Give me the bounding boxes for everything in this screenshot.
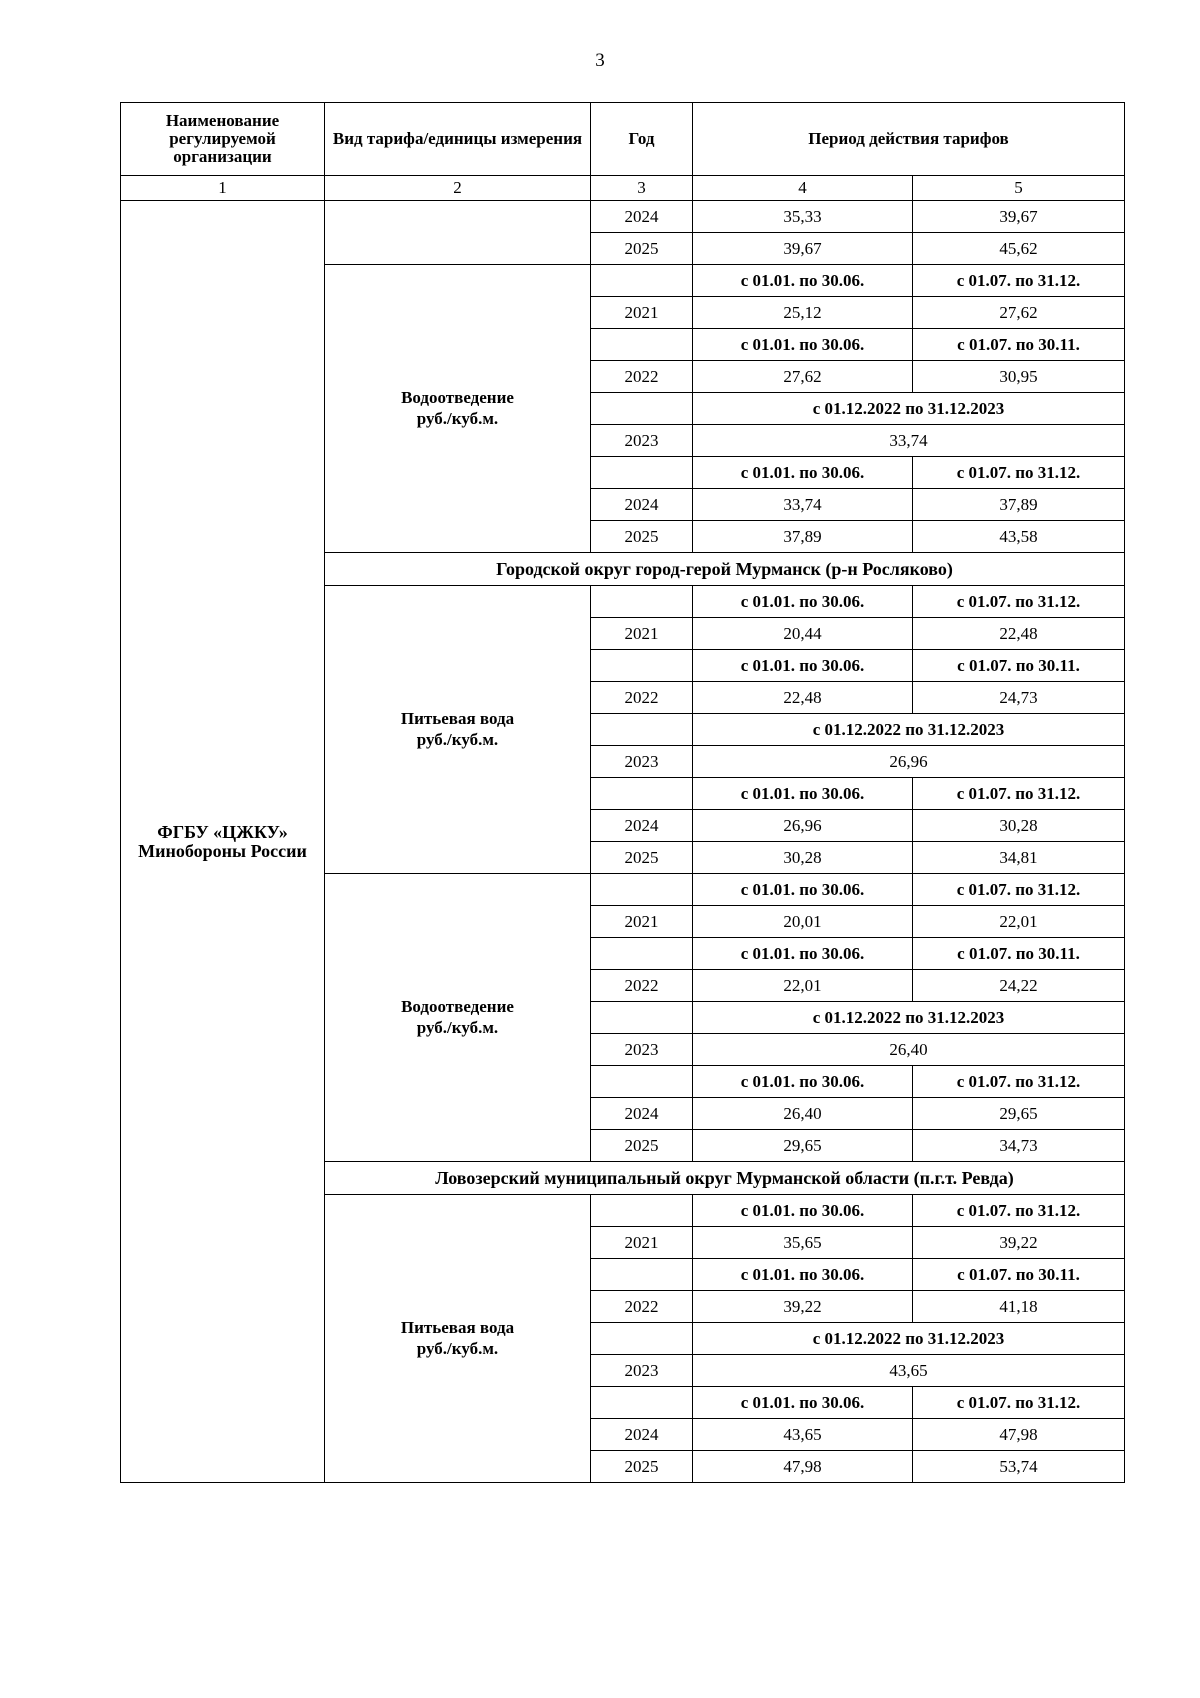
tariff-value: 30,95 [913, 361, 1125, 393]
year-cell: 2025 [591, 1451, 693, 1483]
tariff-value: 22,01 [693, 970, 913, 1002]
period-label: с 01.01. по 30.06. [693, 778, 913, 810]
tariff-unit: руб./куб.м. [416, 1017, 499, 1037]
year-cell: 2025 [591, 521, 693, 553]
tariff-value: 34,73 [913, 1130, 1125, 1162]
period-label: с 01.01. по 30.06. [693, 874, 913, 906]
column-number: 5 [913, 176, 1125, 201]
period-label: с 01.07. по 31.12. [913, 457, 1125, 489]
column-number: 3 [591, 176, 693, 201]
tariff-kind-name: Питьевая вода [400, 1318, 515, 1338]
tariff-kind-name: Водоотведение [401, 997, 514, 1017]
tariff-value: 41,18 [913, 1291, 1125, 1323]
year-cell-empty [591, 938, 693, 970]
year-cell-empty [591, 1002, 693, 1034]
period-label: с 01.01. по 30.06. [693, 938, 913, 970]
period-label: с 01.01. по 30.06. [693, 457, 913, 489]
year-cell-empty [591, 778, 693, 810]
period-label: с 01.01. по 30.06. [693, 1066, 913, 1098]
tariff-value: 24,73 [913, 682, 1125, 714]
header-kind: Вид тарифа/единицы измерения [325, 103, 591, 176]
tariff-value: 26,96 [693, 810, 913, 842]
tariff-value: 30,28 [913, 810, 1125, 842]
tariff-value: 22,01 [913, 906, 1125, 938]
tariff-value: 20,01 [693, 906, 913, 938]
year-cell-empty [591, 586, 693, 618]
header-period: Период действия тарифов [693, 103, 1125, 176]
year-cell: 2021 [591, 297, 693, 329]
tariff-value: 43,65 [693, 1355, 1125, 1387]
tariff-value: 22,48 [693, 682, 913, 714]
year-cell: 2022 [591, 970, 693, 1002]
year-cell: 2023 [591, 425, 693, 457]
period-label: с 01.01. по 30.06. [693, 265, 913, 297]
period-label: с 01.07. по 31.12. [913, 265, 1125, 297]
tariff-value: 37,89 [913, 489, 1125, 521]
table-row [121, 201, 1125, 233]
year-cell: 2024 [591, 1098, 693, 1130]
tariff-unit: руб./куб.м. [416, 1338, 499, 1358]
tariff-value: 37,89 [693, 521, 913, 553]
year-cell: 2022 [591, 682, 693, 714]
year-cell: 2023 [591, 1034, 693, 1066]
tariff-table [120, 102, 1125, 1483]
tariff-value: 34,81 [913, 842, 1125, 874]
period-label: с 01.07. по 30.11. [913, 329, 1125, 361]
tariff-kind-name: Питьевая вода [400, 709, 515, 729]
year-cell-empty [591, 650, 693, 682]
year-cell: 2024 [591, 810, 693, 842]
year-cell: 2024 [591, 489, 693, 521]
year-cell-empty [591, 457, 693, 489]
tariff-value: 24,22 [913, 970, 1125, 1002]
tariff-value: 47,98 [913, 1419, 1125, 1451]
period-label: с 01.07. по 31.12. [913, 1195, 1125, 1227]
period-label: с 01.07. по 31.12. [913, 778, 1125, 810]
column-number-row [121, 176, 1125, 201]
period-label: с 01.12.2022 по 31.12.2023 [693, 393, 1125, 425]
column-number: 4 [693, 176, 913, 201]
column-number: 1 [121, 176, 325, 201]
organization-name: ФГБУ «ЦЖКУ» Минобороны России [121, 201, 325, 1483]
tariff-unit: руб./куб.м. [416, 408, 499, 428]
tariff-value: 33,74 [693, 489, 913, 521]
tariff-kind-cell [325, 265, 591, 553]
period-label: с 01.07. по 31.12. [913, 586, 1125, 618]
header-year: Год [591, 103, 693, 176]
period-label: с 01.01. по 30.06. [693, 1195, 913, 1227]
tariff-unit: руб./куб.м. [416, 729, 499, 749]
period-label: с 01.07. по 31.12. [913, 874, 1125, 906]
year-cell: 2021 [591, 1227, 693, 1259]
tariff-kind-cell [325, 1195, 591, 1483]
year-cell-empty [591, 1195, 693, 1227]
tariff-kind-name: Водоотведение [401, 388, 514, 408]
period-label: с 01.01. по 30.06. [693, 586, 913, 618]
region-heading: Ловозерский муниципальный округ Мурманской области (п.г.т. Ревда) [325, 1162, 1125, 1195]
period-label: с 01.01. по 30.06. [693, 650, 913, 682]
tariff-value: 53,74 [913, 1451, 1125, 1483]
tariff-value: 45,62 [913, 233, 1125, 265]
period-label: с 01.01. по 30.06. [693, 1259, 913, 1291]
tariff-value: 39,67 [693, 233, 913, 265]
year-cell: 2021 [591, 618, 693, 650]
year-cell-empty [591, 1387, 693, 1419]
year-cell-empty [591, 1259, 693, 1291]
year-cell-empty [591, 329, 693, 361]
year-cell-empty [591, 393, 693, 425]
tariff-value: 47,98 [693, 1451, 913, 1483]
year-cell-empty [591, 1323, 693, 1355]
tariff-value: 27,62 [913, 297, 1125, 329]
tariff-value: 26,40 [693, 1098, 913, 1130]
tariff-value: 35,65 [693, 1227, 913, 1259]
region-heading: Городской округ город-герой Мурманск (р-н Росляково) [325, 553, 1125, 586]
tariff-value: 26,40 [693, 1034, 1125, 1066]
period-label: с 01.01. по 30.06. [693, 1387, 913, 1419]
year-cell: 2025 [591, 233, 693, 265]
tariff-value: 30,28 [693, 842, 913, 874]
year-cell: 2024 [591, 1419, 693, 1451]
tariff-value: 20,44 [693, 618, 913, 650]
year-cell: 2025 [591, 1130, 693, 1162]
year-cell: 2021 [591, 906, 693, 938]
tariff-value: 29,65 [913, 1098, 1125, 1130]
period-label: с 01.12.2022 по 31.12.2023 [693, 714, 1125, 746]
tariff-kind-cell [325, 201, 591, 265]
year-cell: 2023 [591, 1355, 693, 1387]
tariff-kind-cell [325, 874, 591, 1162]
year-cell: 2022 [591, 361, 693, 393]
tariff-value: 25,12 [693, 297, 913, 329]
tariff-value: 26,96 [693, 746, 1125, 778]
year-cell-empty [591, 874, 693, 906]
period-label: с 01.07. по 30.11. [913, 1259, 1125, 1291]
period-label: с 01.12.2022 по 31.12.2023 [693, 1323, 1125, 1355]
page-number: 3 [595, 50, 605, 71]
tariff-value: 22,48 [913, 618, 1125, 650]
year-cell-empty [591, 265, 693, 297]
tariff-value: 35,33 [693, 201, 913, 233]
period-label: с 01.07. по 30.11. [913, 938, 1125, 970]
tariff-value: 29,65 [693, 1130, 913, 1162]
period-label: с 01.12.2022 по 31.12.2023 [693, 1002, 1125, 1034]
year-cell: 2025 [591, 842, 693, 874]
year-cell-empty [591, 1066, 693, 1098]
tariff-value: 27,62 [693, 361, 913, 393]
tariff-kind-cell [325, 586, 591, 874]
column-number: 2 [325, 176, 591, 201]
tariff-value: 39,22 [913, 1227, 1125, 1259]
period-label: с 01.07. по 30.11. [913, 650, 1125, 682]
header-org: Наименование регулируемой организации [121, 103, 325, 176]
period-label: с 01.07. по 31.12. [913, 1387, 1125, 1419]
tariff-value: 39,67 [913, 201, 1125, 233]
header-row [121, 103, 1125, 176]
year-cell-empty [591, 714, 693, 746]
tariff-value: 33,74 [693, 425, 1125, 457]
year-cell: 2022 [591, 1291, 693, 1323]
period-label: с 01.07. по 31.12. [913, 1066, 1125, 1098]
tariff-value: 43,58 [913, 521, 1125, 553]
year-cell: 2023 [591, 746, 693, 778]
period-label: с 01.01. по 30.06. [693, 329, 913, 361]
tariff-value: 39,22 [693, 1291, 913, 1323]
year-cell: 2024 [591, 201, 693, 233]
tariff-value: 43,65 [693, 1419, 913, 1451]
